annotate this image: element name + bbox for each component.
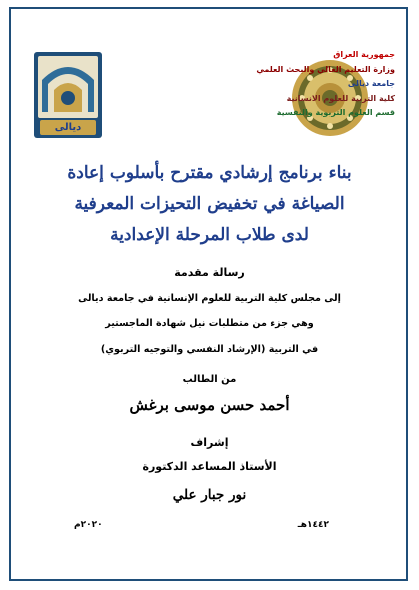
institution-header [195, 48, 395, 121]
date-gregorian: ٢٠٢٠م [74, 520, 103, 530]
submission-label: رسالة مقدمة [174, 266, 245, 279]
supervisor-name: نور جبار علي [172, 487, 247, 503]
supervision-label: إشراف [190, 436, 229, 449]
header-ministry: وزارة التعليم العالي والبحث العلمي [256, 64, 395, 74]
title-line-2: الصياغة في تخفيض التحيزات المعرفية [74, 194, 345, 214]
thesis-title [24, 158, 395, 251]
submission-desc-1: إلى مجلس كلية التربية للعلوم الإنسانية في جامعة ديالى [78, 293, 341, 304]
header-country: جمهورية العراق [333, 50, 395, 59]
student-label: من الطالب [182, 374, 237, 385]
header-college: كلية التربية للعلوم الانسانية [286, 93, 395, 103]
date-hijri: ١٤٤٢هـ [297, 520, 329, 530]
title-line-3: لدى طلاب المرحلة الإعدادية [110, 225, 309, 245]
supervisor-title: الأستاذ المساعد الدكتورة [142, 460, 277, 473]
student-name: أحمد حسن موسى برغش [129, 396, 290, 414]
university-logo [32, 50, 104, 140]
submission-desc-2: وهي جزء من متطلبات نيل شهادة الماجستير [105, 318, 314, 329]
university-logo-text: ديالى [54, 122, 82, 133]
header-university: جامعة ديالى [347, 79, 395, 89]
title-line-1: بناء برنامج إرشادي مقترح بأسلوب إعادة [67, 163, 352, 183]
header-department: قسم العلوم التربوية والنفسية [276, 108, 395, 118]
submission-desc-3: في التربية (الإرشاد النفسي والتوجيه التربوي) [100, 344, 319, 355]
